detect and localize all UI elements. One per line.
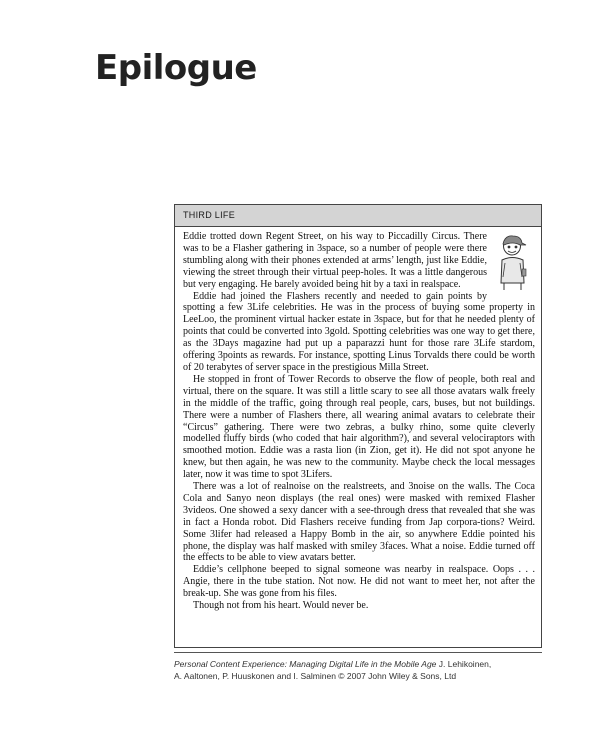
book-title: Personal Content Experience: Managing Digital Life in the Mobile Age <box>174 659 437 669</box>
story-paragraph: Eddie trotted down Regent Street, on his way to Piccadilly Circus. There was to be a Flasher gathering in 3space, so a number of people were there stumbling along with their phones extended at arms’ length, just like Eddie, viewing the street through their virtual peep-holes. It was a little dangerous but very engaging. He barely avoided being hit by a taxi in realspace. <box>183 231 487 290</box>
sidebar-box <box>174 204 542 648</box>
copyright-footer <box>174 652 542 682</box>
authors-line-2: A. Aaltonen, P. Huuskonen and I. Salminen © 2007 John Wiley & Sons, Ltd <box>174 671 457 681</box>
page-title: Epilogue <box>95 48 257 88</box>
story-paragraph: Eddie’s cellphone beeped to signal someone was nearby in realspace. Oops . . . Angie, there in the tube station. Not now. He did not want to meet her, not after the break-up. She was gone from his files. <box>183 564 535 600</box>
story-paragraph: There was a lot of realnoise on the realstreets, and 3noise on the walls. The Coca Cola and Sanyo neon displays (the real ones) were masked with remixed Flasher 3videos. One showed a sexy dancer with a see-through dress that revealed that she was in fact a Honda robot. Did Flashers receive funding from Jap corpora-tions? Weird. Some 3lifer had released a Happy Bomb in the air, so anywhere Eddie pointed his phone, the display was half masked with smiley 3faces. What a noise. Eddie turned off the effects to be able to view avatars better. <box>183 481 535 564</box>
story-paragraph: He stopped in front of Tower Records to observe the flow of people, both real and virtual, there on the square. It was still a little scary to see all those avatars walk freely in the middle of the traffic, going through real people, cars, buses, but not buildings. There were a number of Flashers there, all wearing animal avatars to celebrate their “Circus” gathering. There were two zebras, a bulky rhino, some quite cleverly modelled fluffy birds (who coded that hair algorithm?), and several velociraptors with smoothed motion. Eddie was a rasta lion (in Zion, get it). He did not spot anyone he knew, but then again, he was new to the community. Maybe check the local messages later, now it was time to spot 3Lifers. <box>183 373 535 481</box>
sidebar-box-body <box>175 227 541 612</box>
cartoon-person-icon <box>493 233 535 291</box>
authors-line-1: J. Lehikoinen, <box>438 659 492 669</box>
sidebar-box-heading: THIRD LIFE <box>175 205 541 227</box>
story-paragraph: Eddie had joined the Flashers recently and needed to gain points by spotting a few 3Life celebrities. He was in the process of buying some property in LeeLoo, the prominent virtual hacker estate in 3space, but for that he needed plenty of points that could be converted into 3gold. Spotting celebrities was one way to get there, as the 3Days magazine had put up a paparazzi hunt for those rare 3Life stardom, offering 3points as rewards. For instance, spotting Linus Torvalds there could be worth of 20 terabytes of server space in the prestigious Milla Street. <box>183 290 535 373</box>
story-paragraph: Though not from his heart. Would never be. <box>193 600 369 612</box>
